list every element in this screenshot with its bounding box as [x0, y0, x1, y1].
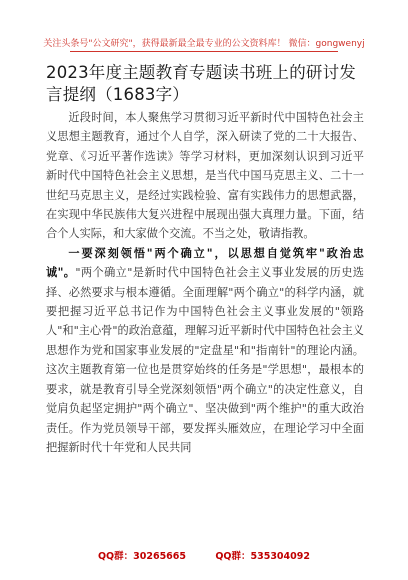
document-body	[46, 108, 364, 457]
header-banner: 关注头条号"公文研究"，获得最新最全最专业的公文资料库！ 微信：gongwenyj	[43, 39, 365, 49]
section-body: "两个确立"是新时代中国特色社会主义事业发展的历史选择、必然要求与根本遵循。全面理解"两个确立"的科学内涵，就要把握习近平总书记作为中国特色社会主义事业发展的"领路人"和"主心骨"的政治意蕴，理解习近平新时代中国特色社会主义思想作为党和国家事业发展的"定盘星"和"指南针"的理论内涵。这次主题教育第一位也是贯穿始终的任务是"学思想"，最根本的要求，就是教育引导全党深刻领悟"两个确立"的决定性意义，自觉肩负起坚定拥护"两个确立"、坚决做到"两个维护"的重大政治责任。作为党员领导干部，要发挥头雁效应，在理论学习中全面把握新时代十年党和人民共同	[46, 266, 364, 454]
qq-group-1: QQ群：30265665	[97, 551, 187, 562]
header-divider	[70, 51, 338, 52]
section-heading: 一要深刻领悟"两个确立"，以思想自觉筑牢"政治忠诚"。	[46, 246, 364, 280]
paragraph-intro: 近段时间，本人聚焦学习贯彻习近平新时代中国特色社会主义思想主题教育，通过个人自学，深入研读了党的二十大报告、党章、《习近平著作选读》等学习材料，更加深刻认识到习近平新时代中国特色社会主义思想，是当代中国马克思主义、二十一世纪马克思主义，是经过实践检验、富有实践伟力的思想武器，在实现中华民族伟大复兴进程中展现出强大真理力量。下面，结合个人实际，和大家做个交流。不当之处，敬请指教。	[46, 111, 364, 241]
footer-qq-groups	[0, 548, 408, 562]
qq-group-2: QQ群：535304092	[215, 551, 310, 562]
paragraph-section-1	[46, 244, 364, 457]
document-title: 2023年度主题教育专题读书班上的研讨发言提纲（1683字）	[46, 63, 356, 104]
